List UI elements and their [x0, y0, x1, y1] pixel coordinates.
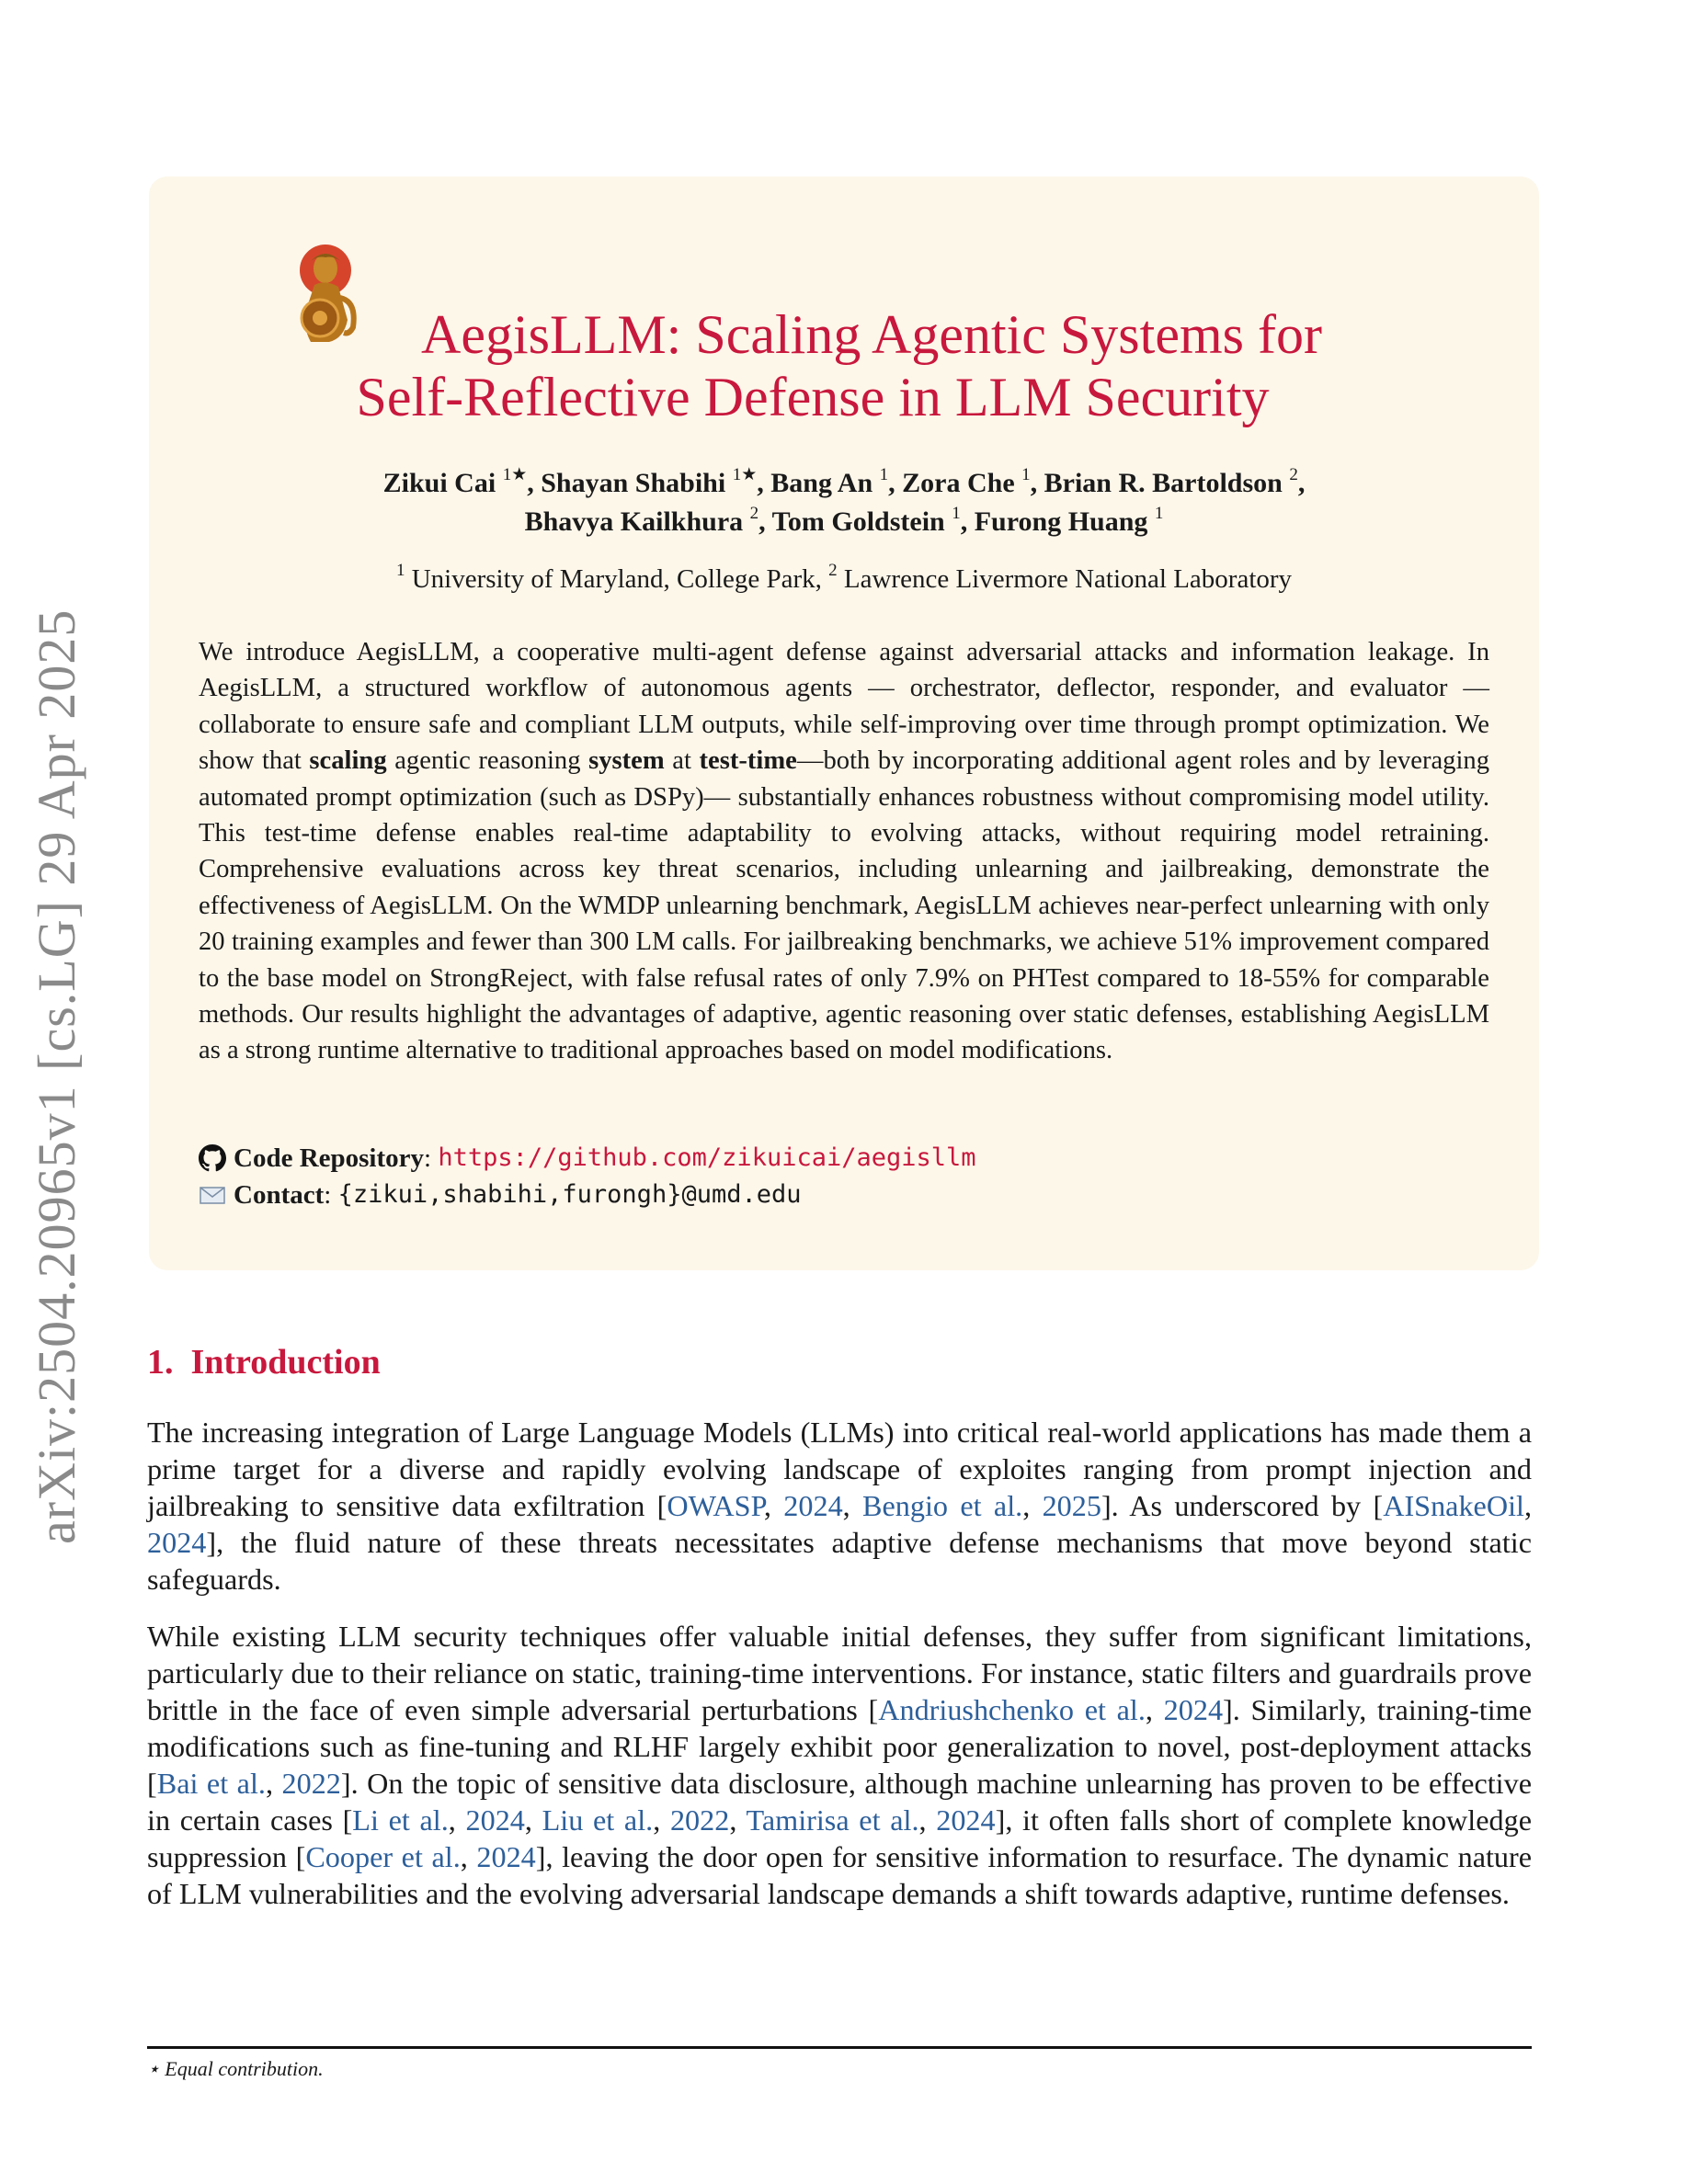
citation-link[interactable]: 2024	[783, 1489, 843, 1522]
abstract-segment: —both by incorporating additional agent roles and by leveraging automated prompt optimization (such as DSPy)— substantially enhances robustness without compromising model utility. This test-time defense enables real-time adaptability to evolving attacks, without requiring model retraining. Comprehensive evaluations across key threat scenarios, including unlearning and jailbreaking, demonstrate the effectiveness of AegisLLM. On the WMDP unlearning benchmark, AegisLLM achieves near-perfect unlearning with only 20 training examples and fewer than 300 LM calls. For jailbreaking benchmarks, we achieve 51% improvement compared to the base model on StrongReject, with false refusal rates of only 7.9% on PHTest compared to 18-55% for comparable methods. Our results highlight the advantages of adaptive, agentic reasoning over static defenses, establishing AegisLLM as a strong runtime alternative to traditional approaches based on model modifications.	[199, 746, 1490, 1065]
citation-link[interactable]: Cooper et al.	[305, 1840, 461, 1873]
author-affil-mark: 1	[1154, 504, 1164, 523]
text-segment: ,	[1022, 1489, 1043, 1522]
section-heading	[147, 1342, 381, 1382]
section-title: Introduction	[190, 1343, 381, 1382]
author-affil-mark: 1	[952, 504, 961, 523]
footnote: ⋆ Equal contribution.	[147, 2057, 324, 2080]
paper-title-line-1: AegisLLM: Scaling Agentic Systems for	[421, 304, 1322, 365]
paper-title-line-2: Self-Reflective Defense in LLM Security	[356, 367, 1270, 427]
text-segment: ,	[842, 1489, 863, 1522]
text-segment: ,	[729, 1803, 747, 1837]
intro-paragraph-2	[147, 1618, 1532, 1912]
text-segment: ,	[448, 1803, 466, 1837]
citation-link[interactable]: 2024	[465, 1803, 525, 1837]
text-segment: ]. Similarly, training-time modifications such as fine-tuning and RLHF largely exhibit poor generalization to novel, post-deployment attacks [	[147, 1693, 1532, 1800]
abstract-segment: agentic reasoning	[386, 746, 589, 776]
text-segment: ], leaving the door open for sensitive information to resurface. The dynamic nature of LLM vulnerabilities and the evolving adversarial landscape demands a shift towards adaptive, runtime defenses.	[147, 1840, 1533, 1910]
abstract-text	[199, 634, 1489, 1069]
author-name: Shayan Shabihi	[541, 468, 726, 498]
author-affil-mark: 1★	[732, 465, 758, 484]
affil-mark: 1	[395, 561, 405, 581]
citation-link[interactable]: OWASP	[667, 1489, 764, 1522]
contact-label: Contact	[234, 1180, 325, 1210]
author-name: Furong Huang	[974, 506, 1148, 537]
author-name: Zikui Cai	[382, 468, 496, 498]
author-name: Brian R. Bartoldson	[1044, 468, 1283, 498]
text-segment: ,	[763, 1489, 784, 1522]
author-affil-mark: 1	[879, 465, 889, 484]
citation-link[interactable]: 2024	[1163, 1693, 1224, 1726]
citation-link[interactable]: Li et al.	[352, 1803, 449, 1837]
text-segment: ,	[265, 1767, 282, 1800]
code-repository-link[interactable]: https://github.com/zikuicai/aegisllm	[438, 1143, 976, 1172]
citation-link[interactable]: 2022	[669, 1803, 730, 1837]
arxiv-stamp: arXiv:2504.20965v1 [cs.LG] 29 Apr 2025	[27, 609, 86, 1544]
author-line-2: Bhavya Kailkhura $^2$, Tom Goldstein $^1$, Furong Huang $^1$	[524, 504, 1164, 537]
affil-mark: 2	[828, 561, 838, 581]
citation-link[interactable]: 2025	[1042, 1489, 1101, 1522]
citation-link[interactable]: Tamirisa et al.	[746, 1803, 919, 1837]
author-name: Tom Goldstein	[771, 506, 945, 537]
envelope-icon	[199, 1181, 226, 1209]
citation-link[interactable]: 2024	[147, 1526, 207, 1559]
abstract-segment: We introduce AegisLLM, a cooperative multi-agent defense against adversarial attacks and information leakage. In AegisLLM, a structured workflow of autonomous agents — orchestrator, deflector, responder, and evaluator — collaborate to ensure safe and compliant LLM outputs, while self-improving over time through prompt optimization. We show that	[199, 638, 1489, 776]
intro-paragraph-1	[147, 1414, 1532, 1598]
github-icon	[199, 1144, 226, 1172]
code-repository-label: Code Repository	[234, 1143, 425, 1173]
author-affil-mark: 1	[1021, 465, 1031, 484]
text-segment: While existing LLM security techniques offer valuable initial defenses, they suffer from significant limitations, particularly due to their reliance on static, training-time interventions. For instance, static filters and guardrails prove brittle in the face of even simple adversarial perturbations [	[147, 1620, 1532, 1726]
text-segment: The increasing integration of Large Language Models (LLMs) into critical real-world applications has made them a prime target for a diverse and rapidly evolving landscape of exploites ranging from prompt injection and jailbreaking to sensitive data exfiltration [	[147, 1416, 1532, 1522]
citation-link[interactable]: Bengio et al.	[862, 1489, 1023, 1522]
author-affil-mark: 2	[1289, 465, 1298, 484]
footnote-rule	[147, 2046, 1532, 2049]
author-line-1: Zikui Cai $^{1★}$, Shayan Shabihi $^{1★}$, Bang An $^1$, Zora Che $^1$, Brian R. Bartoldson $^2$,	[382, 465, 1306, 498]
citation-link[interactable]: AISnakeOil	[1383, 1489, 1524, 1522]
text-segment: ], it often falls short of complete knowledge suppression [	[147, 1803, 1532, 1873]
text-segment: ], the fluid nature of these threats necessitates adaptive defense mechanisms that move beyond static safeguards.	[147, 1526, 1532, 1596]
text-segment: ,	[1145, 1693, 1164, 1726]
contact-email[interactable]: {zikui,shabihi,furongh}@umd.edu	[337, 1180, 802, 1209]
affiliation-name: University of Maryland, College Park,	[411, 564, 822, 594]
abstract-bold: system	[588, 746, 665, 776]
text-segment: ]. As underscored by [	[1101, 1489, 1384, 1522]
citation-link[interactable]: Bai et al.	[156, 1767, 266, 1800]
contact-row	[199, 1177, 802, 1213]
section-number: 1.	[147, 1343, 174, 1382]
text-segment: ,	[460, 1840, 477, 1873]
author-name: Zora Che	[902, 468, 1015, 498]
affiliation-name: Lawrence Livermore National Laboratory	[843, 564, 1293, 594]
text-segment: ,	[524, 1803, 542, 1837]
text-segment: ,	[1523, 1489, 1533, 1522]
author-name: Bhavya Kailkhura	[524, 506, 744, 537]
text-segment: ,	[653, 1803, 670, 1837]
code-repository-row	[199, 1140, 976, 1177]
text-segment: ]. On the topic of sensitive data disclosure, although machine unlearning has proven to be effective in certain cases [	[147, 1767, 1532, 1837]
citation-link[interactable]: Liu et al.	[542, 1803, 654, 1837]
citation-link[interactable]: 2024	[476, 1840, 536, 1873]
abstract-bold: scaling	[309, 746, 387, 776]
text-segment: ,	[918, 1803, 937, 1837]
citation-link[interactable]: 2022	[281, 1767, 341, 1800]
abstract-segment: at	[664, 746, 700, 776]
citation-link[interactable]: 2024	[936, 1803, 996, 1837]
abstract-bold: test-time	[699, 746, 797, 776]
separator: :	[424, 1143, 432, 1173]
affiliations	[0, 561, 1688, 597]
author-affil-mark: 2	[749, 504, 759, 523]
separator: :	[324, 1180, 332, 1210]
author-name: Bang An	[770, 468, 873, 498]
author-affil-mark: 1★	[502, 465, 528, 484]
citation-link[interactable]: Andriushchenko et al.	[878, 1693, 1146, 1726]
